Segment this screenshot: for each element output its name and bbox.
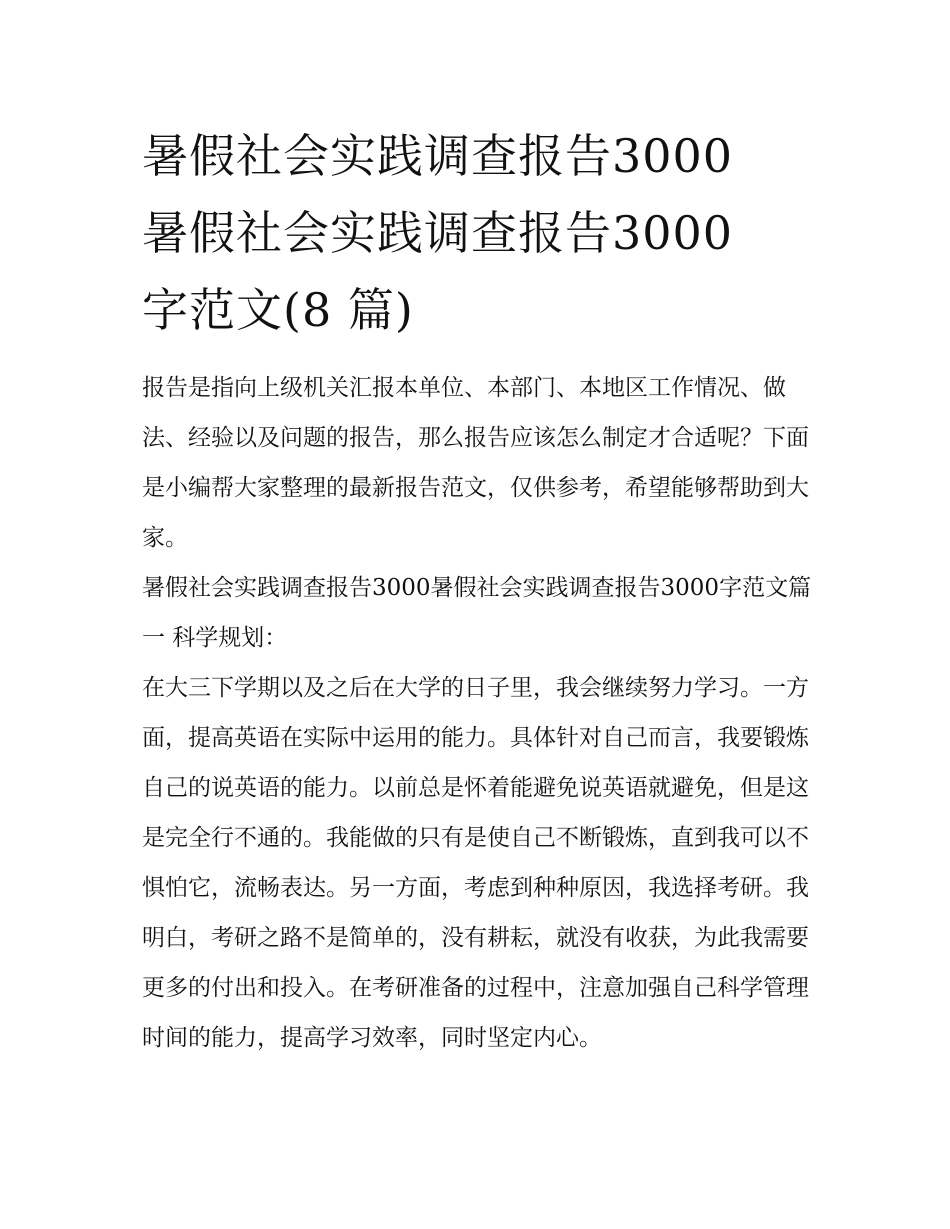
body-paragraph: 在大三下学期以及之后在大学的日子里，我会继续努力学习。一方面，提高英语在实际中运用的能力。具体针对自己而言，我要锻炼自己的说英语的能力。以前总是怀着能避免说英语就避免，但是这是完全行不通的。我能做的只有是使自己不断锻炼，直到我可以不惧怕它，流畅表达。另一方面，考虑到种种原因，我选择考研。我明白，考研之路不是简单的，没有耕耘，就没有收获，为此我需要更多的付出和投入。在考研准备的过程中，注意加强自己科学管理时间的能力，提高学习效率，同时坚定内心。 [142,675,809,1051]
title-line-2: 暑假社会实践调查报告3000 [142,206,734,260]
document-body [142,363,814,1063]
section-heading-paragraph: 暑假社会实践调查报告3000暑假社会实践调查报告3000字范文篇一 科学规划： [142,575,812,651]
title-line-3: 字范文(8 篇) [142,283,414,337]
title-line-1: 暑假社会实践调查报告3000 [142,129,734,183]
document-page [142,118,814,1063]
document-title [142,118,814,349]
intro-paragraph: 报告是指向上级机关汇报本单位、本部门、本地区工作情况、做法、经验以及问题的报告，那么报告应该怎么制定才合适呢？下面是小编帮大家整理的最新报告范文，仅供参考，希望能够帮助到大家。 [142,375,809,551]
